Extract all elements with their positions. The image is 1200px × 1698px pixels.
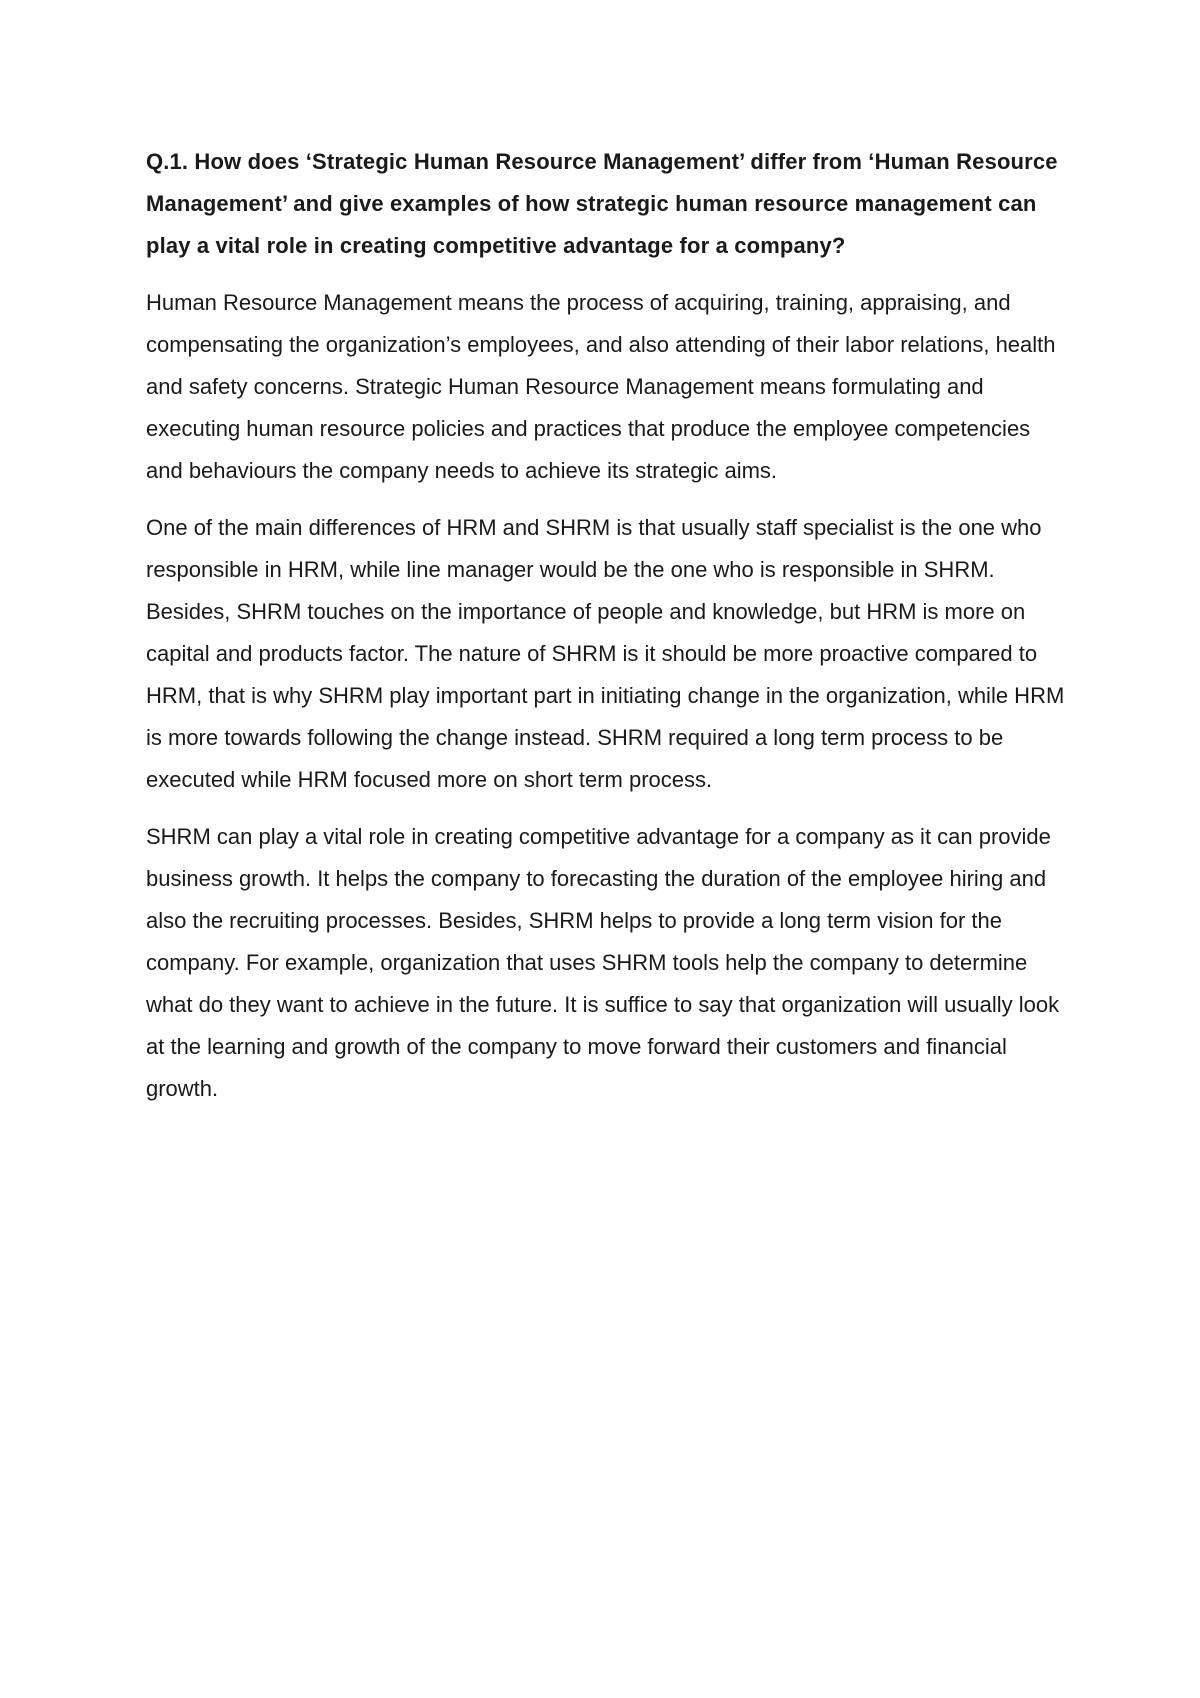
paragraph-hrm-shrm-differences: One of the main differences of HRM and SHRM is that usually staff specialist is the one who responsible in HRM, while line manager would be the one who is responsible in SHRM. Besides, SHRM touches on the importance of people and knowledge, but HRM is more on capital and products factor. The nature of SHRM is it should be more proactive compared to HRM, that is why SHRM play important part in initiating change in the organization, while HRM is more towards following the change instead. SHRM required a long term process to be executed while HRM focused more on short term process. bbox=[146, 515, 1065, 792]
paragraph-hrm-definition: Human Resource Management means the process of acquiring, training, appraising, and compensating the organization’s employees, and also attending of their labor relations, health and safety concerns. Strategic Human Resource Management means formulating and executing human resource policies and practices that produce the employee competencies and behaviours the company needs to achieve its strategic aims. bbox=[146, 290, 1056, 483]
question-heading: Q.1. How does ‘Strategic Human Resource Management’ differ from ‘Human Resource Management’ and give examples of how strategic human resource management can play a vital role in creating competitive advantage for a company? bbox=[146, 149, 1058, 258]
document-body bbox=[146, 141, 1066, 1125]
paragraph-shrm-competitive-advantage: SHRM can play a vital role in creating competitive advantage for a company as it can provide business growth. It helps the company to forecasting the duration of the employee hiring and also the recruiting processes. Besides, SHRM helps to provide a long term vision for the company. For example, organization that uses SHRM tools help the company to determine what do they want to achieve in the future. It is suffice to say that organization will usually look at the learning and growth of the company to move forward their customers and financial growth. bbox=[146, 824, 1060, 1101]
